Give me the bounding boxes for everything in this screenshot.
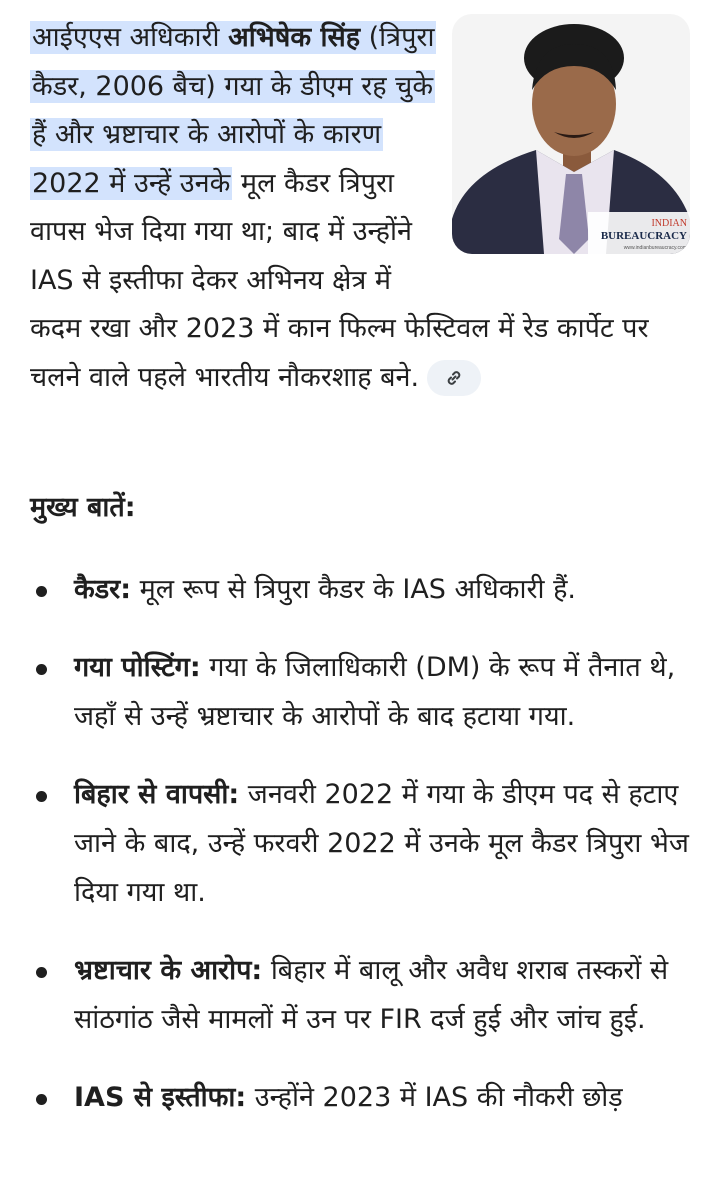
bullet-icon [36, 967, 47, 978]
item-label: भ्रष्टाचार के आरोप: [74, 955, 263, 986]
key-points-list [30, 565, 690, 1151]
key-points-heading: मुख्य बातें: [30, 492, 136, 523]
item-label: IAS से इस्तीफा: [74, 1082, 247, 1113]
item-text: मूल रूप से त्रिपुरा कैडर के IAS अधिकारी हैं. [131, 574, 577, 605]
intro-part2: मूल कैडर त्रिपुरा वापस भेज दिया गया था; बाद में उन्होंने IAS से इस्तीफा देकर अभिनय क्षेत्र में कदम रखा और 2023 में कान फिल्म फेस्टिवल में रेड कार्पेट पर चलने वाले पहले भारतीय नौकरशाह बने. [30, 167, 649, 393]
bullet-icon [36, 1094, 47, 1105]
list-item [30, 770, 690, 917]
portrait-image [452, 14, 690, 254]
list-item [30, 946, 690, 1044]
list-item [30, 565, 690, 614]
link-icon [444, 368, 464, 388]
item-text: गया के जिलाधिकारी (DM) के रूप में तैनात थे, जहाँ से उन्हें भ्रष्टाचार के आरोपों के बाद हटाया गया. [74, 652, 676, 732]
intro-part1-plain: आईएएस अधिकारी [32, 22, 229, 53]
item-text: उन्होंने 2023 में IAS की नौकरी छोड़ [246, 1082, 623, 1113]
intro-name: अभिषेक सिंह [228, 22, 361, 53]
bullet-icon [36, 586, 47, 597]
watermark-top: INDIAN [651, 218, 687, 229]
watermark-main: BUREAUCRACY [600, 230, 687, 242]
item-label: बिहार से वापसी: [74, 779, 240, 810]
item-label: गया पोस्टिंग: [74, 652, 201, 683]
list-item [30, 1073, 690, 1122]
citation-button[interactable] [427, 360, 481, 396]
item-text: जनवरी 2022 में गया के डीएम पद से हटाए जाने के बाद, उन्हें फरवरी 2022 में उनके मूल कैडर त्रिपुरा भेज दिया गया था. [74, 779, 689, 908]
answer-paragraph [30, 14, 690, 402]
portrait-photo[interactable] [452, 14, 690, 254]
watermark-sub: www.indianbureaucracy.com [623, 245, 687, 251]
bullet-icon [36, 664, 47, 675]
item-text: बिहार में बालू और अवैध शराब तस्करों से सांठगांठ जैसे मामलों में उन पर FIR दर्ज हुई और जांच हुई. [74, 955, 669, 1035]
bullet-icon [36, 791, 47, 802]
item-label: कैडर: [74, 574, 132, 605]
intro-part1-rest: (त्रिपुरा कैडर, 2006 बैच) गया के डीएम रह चुके हैं और भ्रष्टाचार के आरोपों के कारण 2022 में उन्हें उनके [32, 22, 435, 199]
list-item [30, 643, 690, 741]
